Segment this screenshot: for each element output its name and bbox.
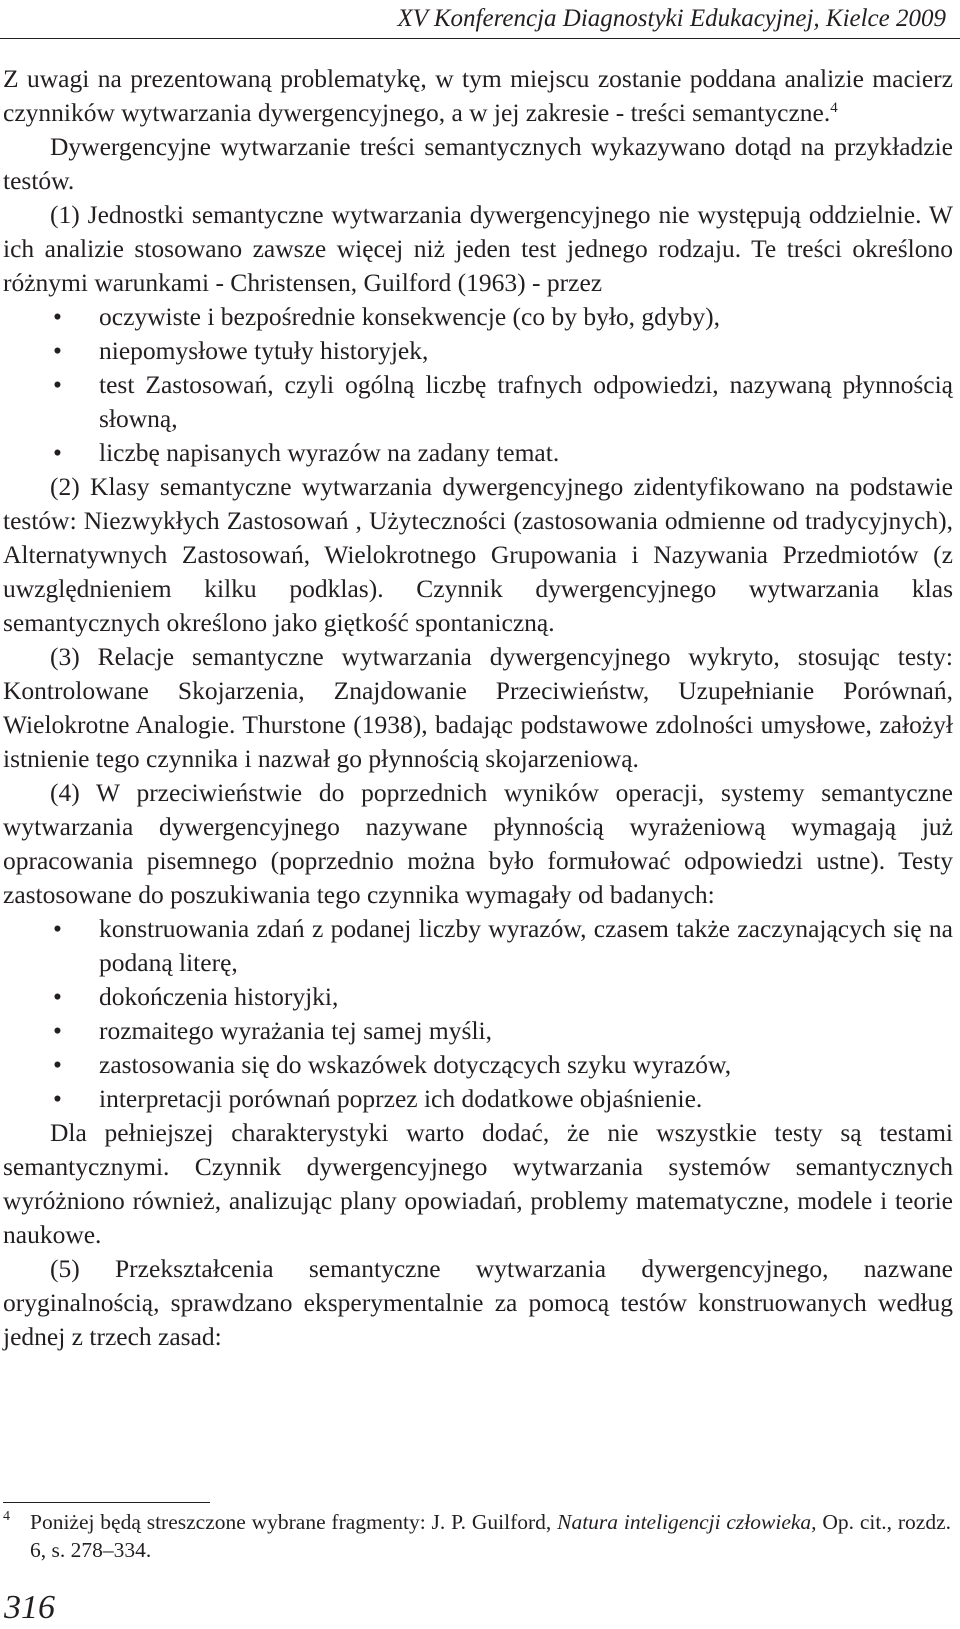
footnote-book-title: Natura inteligencji człowieka, xyxy=(557,1510,817,1534)
list-item-text: konstruowania zdań z podanej liczby wyrazów, czasem także zaczynających się na podaną literę, xyxy=(99,914,953,977)
footnote-text xyxy=(3,1508,951,1564)
paragraph-units: (1) Jednostki semantyczne wytwarzania dywergencyjnego nie występują oddzielnie. W ich analizie stosowano zawsze więcej niż jeden test jednego rodzaju. Te treści określono różnymi warunkami - Christensen, Guilford (1963) - przez xyxy=(3,200,953,297)
bullet-icon: • xyxy=(53,914,62,943)
paragraph-transformations: (5) Przekształcenia semantyczne wytwarzania dywergencyjnego, nazwane oryginalnością, sprawdzano eksperymentalnie za pomocą testów konstruowanych według jednej z trzech zasad: xyxy=(3,1254,953,1351)
paragraph-intro xyxy=(3,62,953,130)
paragraph-classes: (2) Klasy semantyczne wytwarzania dywergencyjnego zidentyfikowano na podstawie testów: Niezwykłych Zastosowań , Użyteczności (zastosowania odmienne od tradycyjnych), Alternatywnych Zastosowań, Wielokrotnego Grupowania i Nazywania Przedmiotów (z uwzględnieniem kilku podklas). Czynnik dywergencyjnego wytwarzania klas semantycznych określono jako giętkość spontaniczną. xyxy=(3,472,953,637)
list-item xyxy=(3,1082,953,1116)
list-item-text: dokończenia historyjki, xyxy=(99,982,339,1011)
running-header: XV Konferencja Diagnostyki Edukacyjnej, Kielce 2009 xyxy=(397,5,946,32)
footnote-text-after: Op. cit., rozdz. 6, s. 278–334. xyxy=(30,1510,951,1562)
footnote-rule xyxy=(3,1502,210,1503)
footnote-reference: 4 xyxy=(830,100,838,116)
tests-list xyxy=(3,912,953,1116)
paragraph-characteristics: Dla pełniejszej charakterystyki warto dodać, że nie wszystkie testy są testami semantycznymi. Czynnik dywergencyjnego wytwarzania systemów semantycznych wyróżniono również, analizując plany opowiadań, problemy matematyczne, modele i teorie naukowe. xyxy=(3,1118,953,1249)
paragraph-relations: (3) Relacje semantyczne wytwarzania dywergencyjnego wykryto, stosując testy: Kontrolowane Skojarzenia, Znajdowanie Przeciwieństw, Uzupełnianie Porównań, Wielokrotne Analogie. Thurstone (1938), badając podstawowe zdolności umysłowe, założył istnienie tego czynnika i nazwał go płynnością skojarzeniową. xyxy=(3,642,953,773)
list-item xyxy=(3,980,953,1014)
bullet-icon: • xyxy=(53,1016,62,1045)
footnote xyxy=(3,1508,951,1564)
bullet-icon: • xyxy=(53,1050,62,1079)
bullet-icon: • xyxy=(53,370,62,399)
list-item-text: test Zastosowań, czyli ogólną liczbę trafnych odpowiedzi, nazywaną płynnością słowną, xyxy=(99,370,953,433)
paragraph-tests: Dywergencyjne wytwarzanie treści semantycznych wykazywano dotąd na przykładzie testów. xyxy=(3,132,953,195)
list-item xyxy=(3,368,953,436)
bullet-icon: • xyxy=(53,982,62,1011)
list-item xyxy=(3,334,953,368)
footnote-text-before: Poniżej będą streszczone wybrane fragmenty: J. P. Guilford, xyxy=(30,1510,558,1534)
footnote-mark: 4 xyxy=(3,1509,10,1524)
bullet-icon: • xyxy=(53,438,62,467)
list-item-text: liczbę napisanych wyrazów na zadany temat. xyxy=(99,438,560,467)
bullet-icon: • xyxy=(53,302,62,331)
list-item-text: rozmaitego wyrażania tej samej myśli, xyxy=(99,1016,492,1045)
list-item-text: oczywiste i bezpośrednie konsekwencje (co by było, gdyby), xyxy=(99,302,721,331)
bullet-icon: • xyxy=(53,1084,62,1113)
list-item-text: zastosowania się do wskazówek dotyczących szyku wyrazów, xyxy=(99,1050,732,1079)
list-item xyxy=(3,436,953,470)
list-item-text: niepomysłowe tytuły historyjek, xyxy=(99,336,429,365)
list-item xyxy=(3,1014,953,1048)
list-item xyxy=(3,912,953,980)
units-list xyxy=(3,300,953,470)
paragraph-systems: (4) W przeciwieństwie do poprzednich wyników operacji, systemy semantyczne wytwarzania dywergencyjnego nazywane płynnością wyrażeniową wymagają już opracowania pisemnego (poprzednio można było formułować odpowiedzi ustne). Testy zastosowane do poszukiwania tego czynnika wymagały od badanych: xyxy=(3,778,953,909)
list-item xyxy=(3,1048,953,1082)
paragraph-intro-text: Z uwagi na prezentowaną problematykę, w tym miejscu zostanie poddana analizie macierz czynników wytwarzania dywergencyjnego, a w jej zakresie - treści semantyczne. xyxy=(3,64,953,127)
main-text xyxy=(3,62,953,1354)
bullet-icon: • xyxy=(53,336,62,365)
header-rule xyxy=(0,38,960,39)
list-item xyxy=(3,300,953,334)
list-item-text: interpretacji porównań poprzez ich dodatkowe objaśnienie. xyxy=(99,1084,703,1113)
page-number: 316 xyxy=(4,1589,55,1626)
